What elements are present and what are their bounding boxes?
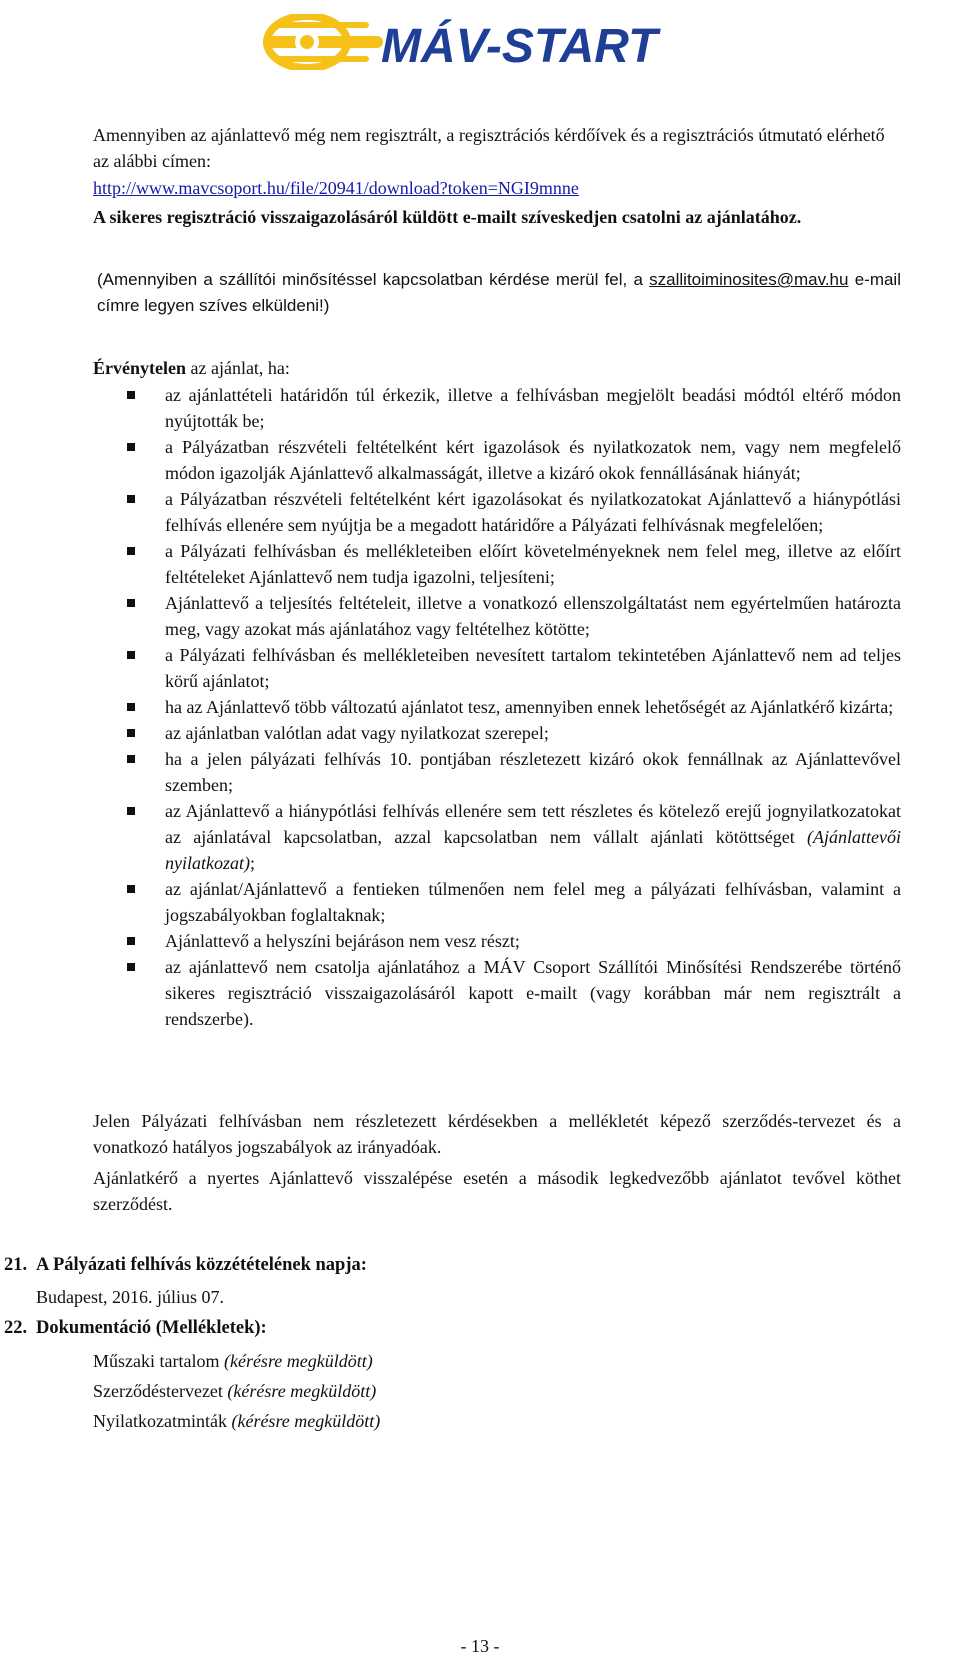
list-item: az ajánlat/Ajánlattevő a fentieken túlmenően nem felel meg a pályázati felhívásban, valamint a jogszabályokban foglaltaknak; [81,876,901,928]
list-item: ha az Ajánlattevő több változatú ajánlatot tesz, amennyiben ennek lehetőségét az Ajánlatkérő kizárta; [81,694,901,720]
page-number: - 13 - [460,1636,500,1656]
logo-text: MÁV-START [381,20,658,70]
invalid-lead-bold: Érvénytelen [93,358,186,378]
list-item: az ajánlattevő nem csatolja ajánlatához a MÁV Csoport Szállítói Minősítési Rendszerébe történő sikeres regisztráció visszaigazolásáról kapott e-mailt (vagy korábban már nem regisztrált a rendszerbe). [81,954,901,1032]
list-item: a Pályázatban részvételi feltételként kért igazolások és nyilatkozatok nem, vagy nem megfelelő módon igazolják Ajánlattevő alkalmasságát, illetve a kizáró okok fennállásának hiányát; [81,434,901,486]
closing-paragraph-1: Jelen Pályázati felhívásban nem részletezett kérdésekben a mellékletét képező szerződés-tervezet és a vonatkozó hatályos jogszabályok az irányadóak. [93,1111,901,1157]
section-title: Dokumentáció (Mellékletek): [36,1318,267,1338]
list-item: ha a jelen pályázati felhívás 10. pontjában részletezett kizáró okok fennállnak az Ajánlattevővel szemben; [81,746,901,798]
registration-note: A sikeres regisztráció visszaigazolásáról küldött e-mailt szíveskedjen csatolni az ajánlatához. [93,207,802,227]
contact-email-link[interactable]: szallitoiminosites@mav.hu [649,270,849,289]
logo-emblem-icon [263,14,693,70]
list-item: Nyilatkozatminták (kérésre megküldött) [93,1411,381,1431]
list-item: a Pályázati felhívásban és mellékleteiben előírt követelményeknek nem felel meg, illetve az előírt feltételeket Ajánlattevő nem tudja igazolni, teljesíteni; [81,538,901,590]
intro-text: Amennyiben az ajánlattevő még nem regisztrált, a regisztrációs kérdőívek és a regisztrációs útmutató elérhető az alábbi címen: [93,125,885,171]
list-item: Műszaki tartalom (kérésre megküldött) [93,1351,373,1371]
list-item: a Pályázatban részvételi feltételként kért igazolásokat és nyilatkozatokat Ajánlattevő a hiánypótlási felhívás ellenére sem nyújtja be a megadott határidőre a Pályázati felhívásnak megfelelően; [81,486,901,538]
contact-paragraph [93,267,901,319]
contact-text-post: e-mail címre legyen szíves elküldeni!) [97,270,901,315]
list-item: Szerződéstervezet (kérésre megküldött) [93,1381,377,1401]
list-item: az ajánlattételi határidőn túl érkezik, illetve a felhívásban megjelölt beadási módtól eltérő módon nyújtották be; [81,382,901,434]
publication-date: Budapest, 2016. július 07. [36,1287,224,1307]
section-title: A Pályázati felhívás közzétételének napja: [36,1255,367,1275]
intro-paragraph [93,122,901,230]
invalid-section [93,355,901,381]
mav-start-logo [263,14,693,70]
list-item: Ajánlattevő a teljesítés feltételeit, illetve a vonatkozó ellenszolgáltatást nem egyértelműen határozta meg, vagy azokat más ajánlatához vagy feltételhez kötötte; [81,590,901,642]
invalid-conditions-list [81,382,901,1032]
section-number: 22. [4,1318,28,1338]
list-item: Ajánlattevő a helyszíni bejáráson nem vesz részt; [81,928,901,954]
closing-paragraph-2: Ajánlatkérő a nyertes Ajánlattevő visszalépése esetén a második legkedvezőbb ajánlatot tevővel köthet szerződést. [93,1168,901,1214]
attachments-list [93,1346,901,1436]
registration-link[interactable]: http://www.mavcsoport.hu/file/20941/download?token=NGI9mnne [93,178,579,198]
invalid-lead-rest: az ajánlat, ha: [185,358,290,378]
list-item: az ajánlatban valótlan adat vagy nyilatkozat szerepel; [81,720,901,746]
list-item: a Pályázati felhívásban és mellékleteiben nevesített tartalom tekintetében Ajánlattevő nem ad teljes körű ajánlatot; [81,642,901,694]
contact-text-pre: (Amennyiben a szállítói minősítéssel kapcsolatban kérdése merül fel, a [97,270,650,289]
list-item: az Ajánlattevő a hiánypótlási felhívás ellenére sem tett részletes és kötelező erejű jognyilatkozatokat az ajánlatával kapcsolatban, azzal kapcsolatban nem vállalt ajánlati kötöttséget (Ajánlattevői nyilatkozat); [81,798,901,876]
section-number: 21. [4,1255,28,1275]
